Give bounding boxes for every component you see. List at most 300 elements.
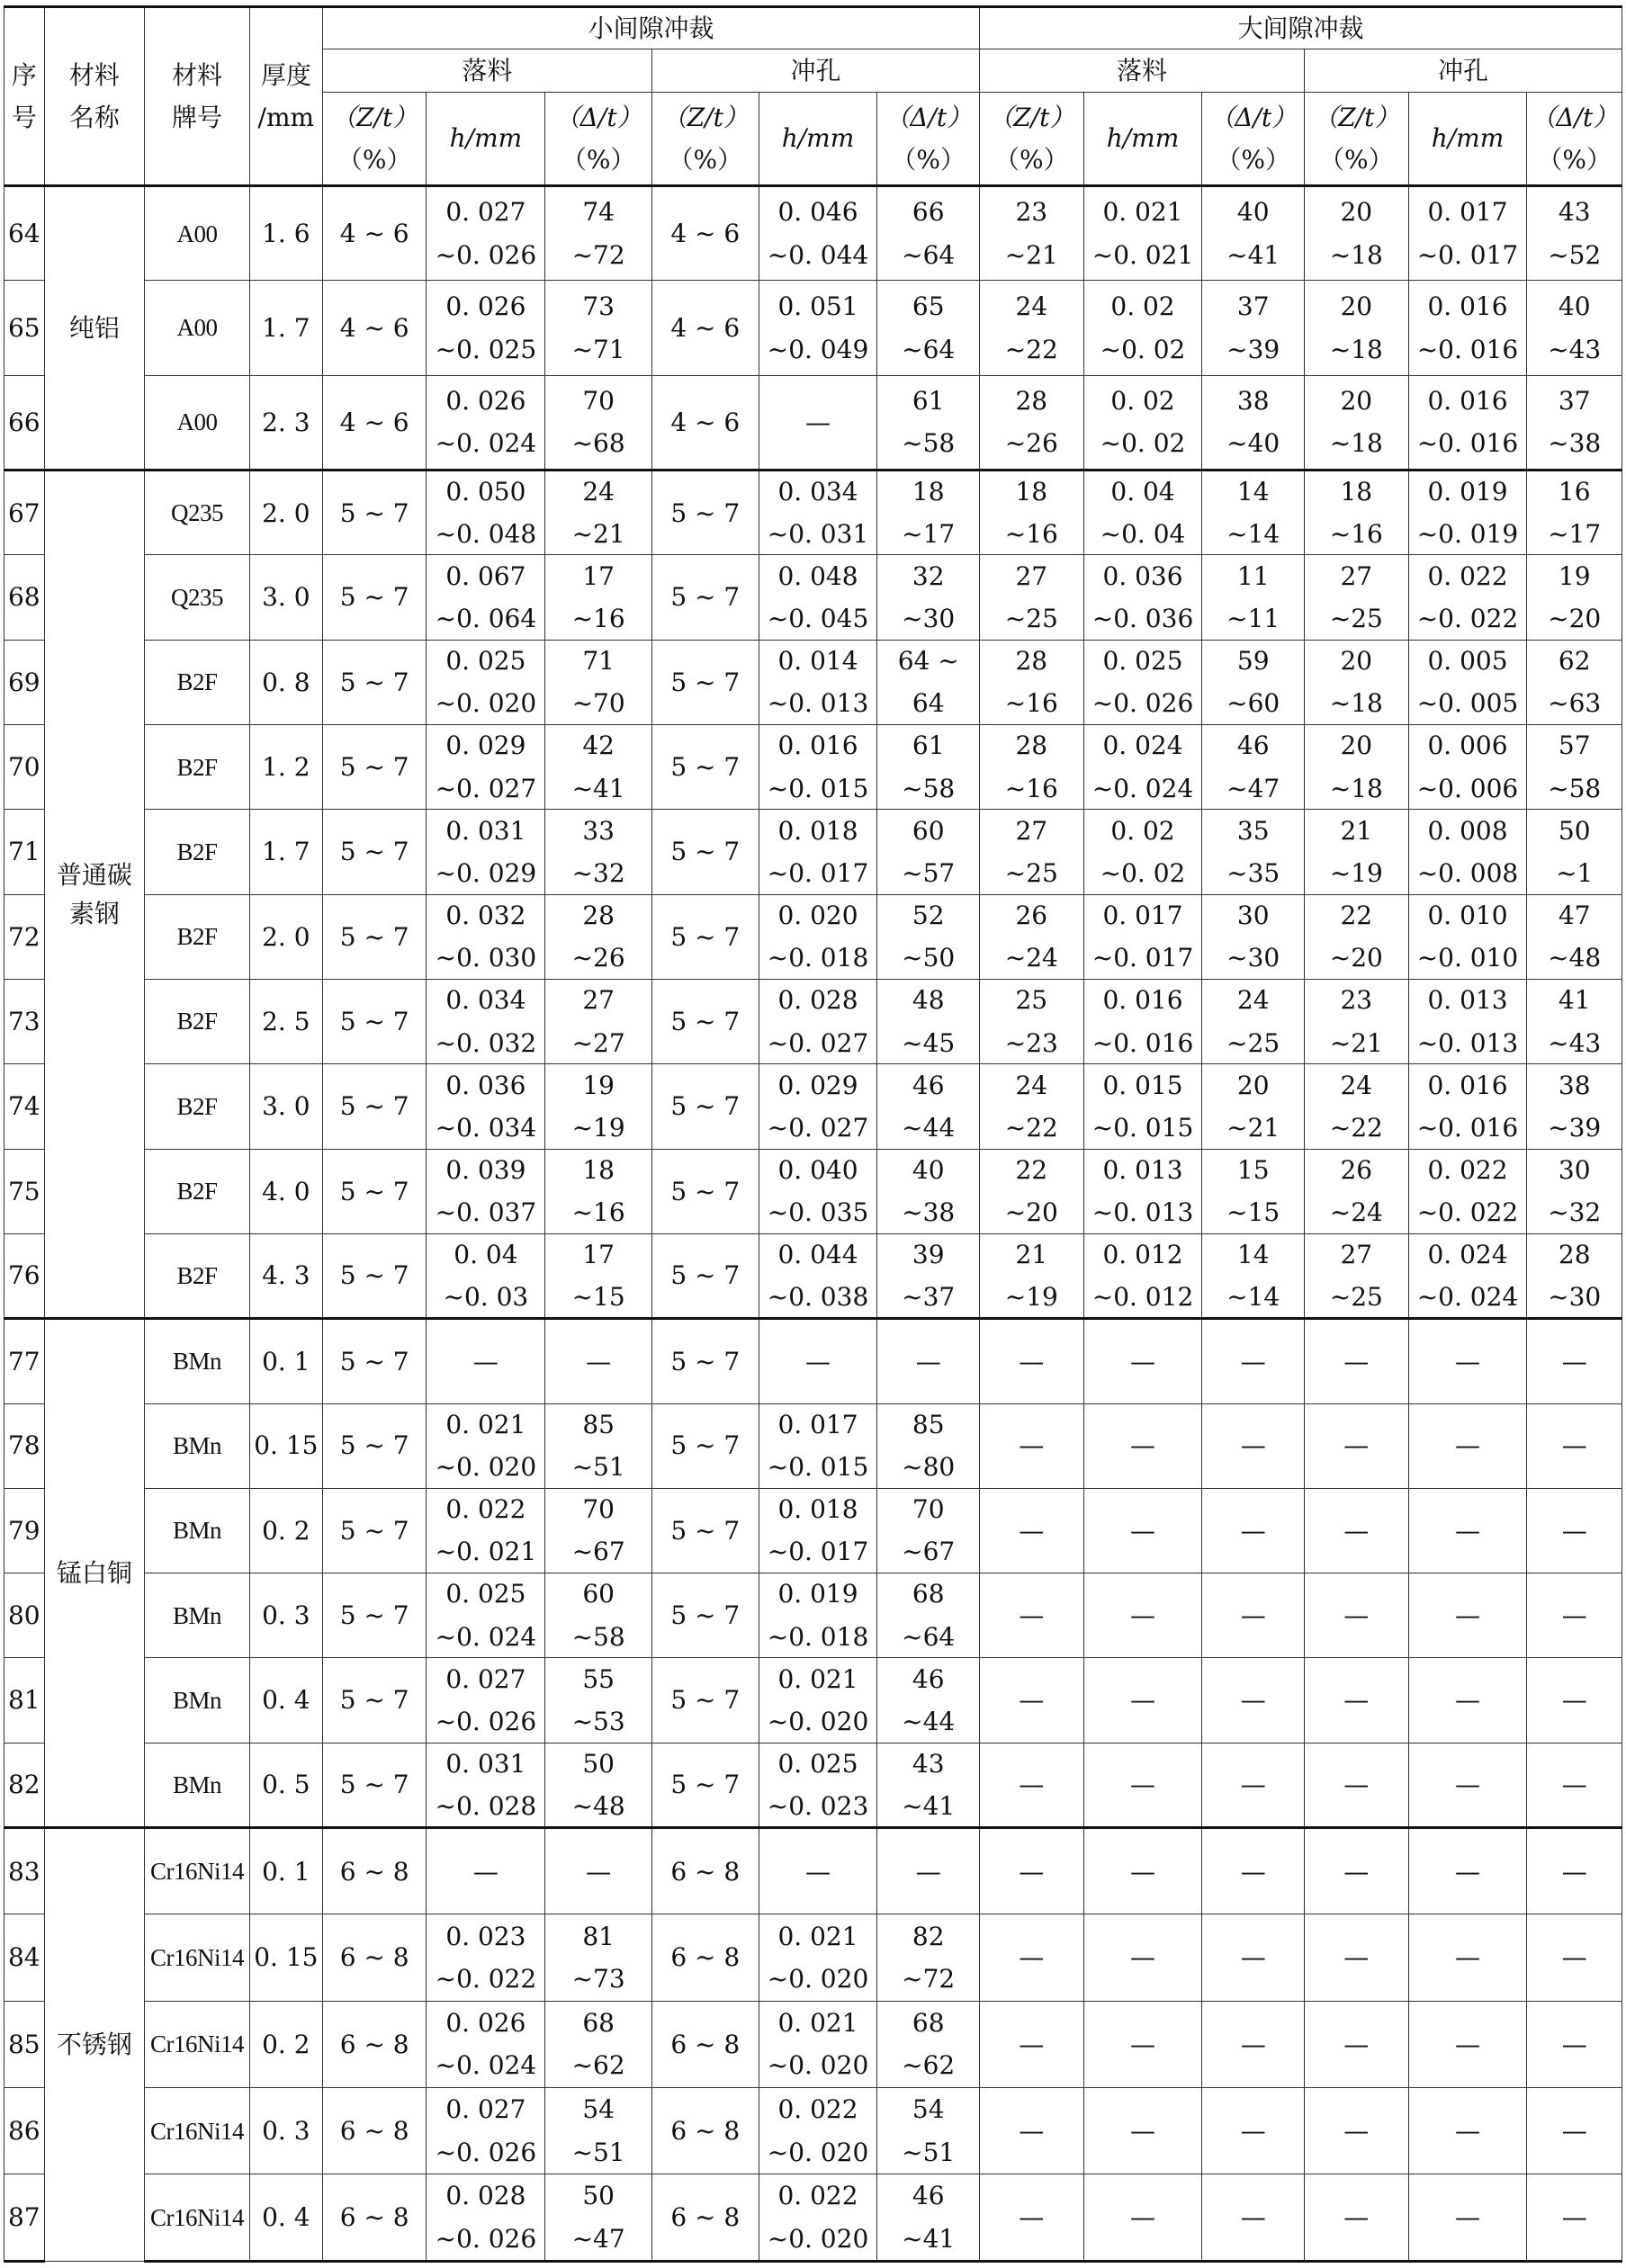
value-cell [545,1914,652,2001]
value-cell [1408,894,1527,979]
cell-line: 23 [1340,985,1373,1016]
cell-line: 46 [912,1663,945,1694]
cell-line: ~16 [1004,519,1058,550]
header-zt: （Z/t） （%） [980,93,1084,186]
thickness-cell: 0. 15 [249,1914,322,2001]
header-delta-t: （Δ/t） （%） [1202,93,1305,186]
cell-line: ~0. 018 [767,1621,869,1652]
cell-line: 0. 034 [777,476,858,506]
cell-line: 42 [582,731,615,761]
value-cell: 6 ~ 8 [322,2088,427,2174]
table-row [4,2001,1622,2087]
value-cell: — [1527,2174,1622,2262]
cell-line: ~47 [1226,773,1280,803]
seq-cell: 75 [4,1149,45,1233]
value-cell: — [1304,2174,1408,2262]
cell-line: 0. 021 [777,1663,858,1694]
table-row [4,281,1622,375]
cell-line: ~0. 015 [1091,1112,1194,1143]
value-cell: — [1408,1573,1527,1658]
cell-line: 27 [582,985,615,1016]
thickness-cell: 3. 0 [249,1064,322,1149]
thickness-cell: 0. 4 [249,1658,322,1743]
cell-line: 25 [1015,985,1048,1016]
cell-line: ~0. 006 [1416,773,1519,803]
table-row [4,640,1622,724]
cell-line: 73 [582,291,615,322]
value-cell [877,640,980,724]
value-cell: — [1408,1743,1527,1827]
cell-line: 85 [912,1409,945,1439]
value-cell [1527,1064,1622,1149]
cell-line: 0. 067 [445,560,526,591]
value-cell [759,1064,877,1149]
table-row [4,186,1622,281]
header-seq: 序 号 [4,7,45,186]
material-name-cell: 锰白铜 [44,1319,145,1828]
cell-line: 0. 051 [777,291,858,322]
seq-cell: 84 [4,1914,45,2001]
table-body [4,186,1622,2262]
value-cell: — [1408,2001,1527,2087]
value-cell: — [1304,1403,1408,1488]
cell-line: ~0. 031 [767,519,869,550]
cell-line: 0. 026 [445,2008,526,2039]
cell-line: 0. 02 [1110,291,1175,322]
seq-cell: 72 [4,894,45,979]
grade-cell: A00 [145,281,250,375]
cell-line: ~18 [1329,688,1383,719]
value-cell [1304,1149,1408,1233]
value-cell: — [1083,1319,1202,1403]
cell-line: ~26 [571,943,625,973]
grade-cell: B2F [145,979,250,1063]
cell-line: 18 [582,1154,615,1185]
cell-line: ~38 [1548,428,1602,459]
cell-line: ~0. 02 [1100,334,1186,364]
grade-cell: B2F [145,1233,250,1318]
cell-line: ~35 [1226,857,1280,888]
value-cell [1304,281,1408,375]
seq-cell: 80 [4,1573,45,1658]
value-cell [545,2001,652,2087]
cell-line: ~18 [1329,239,1383,270]
seq-cell: 81 [4,1658,45,1743]
cell-line: 81 [582,1921,615,1951]
cell-line: ~71 [571,334,625,364]
thickness-cell: 0. 1 [249,1828,322,1914]
value-cell: — [980,2174,1084,2262]
cell-line: ~52 [1548,239,1602,270]
cell-line: ~48 [571,1790,625,1821]
value-cell [545,555,652,640]
value-cell [545,471,652,555]
value-cell [1408,471,1527,555]
value-cell [980,375,1084,470]
cell-line: 24 [1340,1070,1373,1100]
value-cell [427,979,545,1063]
header-large-clearance: 大间隙冲裁 [980,7,1622,49]
header-h: h/mm [1083,93,1202,186]
cell-line: ~24 [1329,1197,1383,1228]
table-row [4,810,1622,894]
cell-line: ~47 [571,2223,625,2254]
cell-line: 0. 013 [1102,1154,1183,1185]
cell-line: ~51 [571,1452,625,1483]
value-cell: — [980,1573,1084,1658]
value-cell: — [1202,2088,1305,2174]
header-material-name: 材料 名称 [44,7,145,186]
thickness-cell: 2. 5 [249,979,322,1063]
seq-cell: 73 [4,979,45,1063]
value-cell: — [1083,2001,1202,2087]
thickness-cell: 1. 7 [249,281,322,375]
cell-line: 0. 006 [1427,731,1508,761]
value-cell [545,1488,652,1573]
table-row [4,1403,1622,1488]
value-cell [1408,1064,1527,1149]
value-cell [877,1149,980,1233]
cell-line: ~39 [1226,334,1280,364]
value-cell: — [877,1828,980,1914]
value-cell [1083,186,1202,281]
value-cell: 5 ~ 7 [322,894,427,979]
cell-line: ~0. 013 [767,688,869,719]
cell-line: ~62 [571,2050,625,2081]
cell-line: ~11 [1226,604,1280,634]
cell-line: ~0. 024 [435,428,537,459]
value-cell: — [1408,1828,1527,1914]
value-cell: — [1527,1403,1622,1488]
cell-line: 21 [1015,1239,1048,1269]
value-cell [1527,555,1622,640]
cell-line: ~0. 020 [767,2050,869,2081]
cell-line: 0. 028 [445,2181,526,2211]
cell-line: 0. 031 [445,1748,526,1779]
value-cell [545,1233,652,1318]
seq-cell: 87 [4,2174,45,2262]
seq-cell: 68 [4,555,45,640]
cell-line: 0. 016 [1102,985,1183,1016]
cell-line: 28 [1015,646,1048,676]
cell-line: ~0. 020 [767,1964,869,1995]
value-cell [545,281,652,375]
cell-line: 28 [582,900,615,930]
value-cell [1083,1233,1202,1318]
cell-line: 64 ~ [897,646,959,676]
cell-line: ~17 [902,519,956,550]
seq-cell: 64 [4,186,45,281]
value-cell: — [1083,1828,1202,1914]
cell-line: ~0. 024 [1416,1282,1519,1313]
cell-line: 0. 044 [777,1239,858,1269]
value-cell [1408,810,1527,894]
cell-line: 0. 025 [1102,646,1183,676]
value-cell [1527,979,1622,1063]
cell-line: 20 [1340,197,1373,228]
value-cell: — [1202,1403,1305,1488]
value-cell [545,1743,652,1827]
cell-line: ~0. 032 [435,1027,537,1058]
cell-line: ~0. 017 [1416,239,1519,270]
cell-line: ~30 [1226,943,1280,973]
table-row [4,2088,1622,2174]
value-cell: — [1083,1573,1202,1658]
cell-line: 71 [582,646,615,676]
value-cell: — [1304,2001,1408,2087]
value-cell: — [1408,1488,1527,1573]
cell-line: 40 [1558,291,1591,322]
value-cell [427,2174,545,2262]
value-cell: — [980,1488,1084,1573]
seq-cell: 65 [4,281,45,375]
cell-line: ~70 [571,688,625,719]
cell-line: ~64 [902,239,956,270]
value-cell [1304,725,1408,810]
cell-line: 24 [1015,1070,1048,1100]
value-cell: 5 ~ 7 [651,1319,759,1403]
cell-line: 0. 048 [777,560,858,591]
cell-line: ~0. 020 [767,2223,869,2254]
value-cell [877,281,980,375]
cell-line: 66 [912,197,945,228]
value-cell [1408,1233,1527,1318]
value-cell [545,894,652,979]
cell-line: ~0. 008 [1416,857,1519,888]
value-cell [427,555,545,640]
cell-line: 14 [1236,1239,1270,1269]
value-cell: — [1202,1488,1305,1573]
grade-cell: BMn [145,1488,250,1573]
cell-line: ~57 [902,857,956,888]
value-cell [877,1573,980,1658]
value-cell: 5 ~ 7 [651,810,759,894]
cell-line: 41 [1558,985,1591,1016]
table-row [4,979,1622,1063]
value-cell [1083,1064,1202,1149]
cell-line: 28 [1015,731,1048,761]
seq-cell: 77 [4,1319,45,1403]
thickness-cell: 4. 3 [249,1233,322,1318]
cell-line: ~0. 022 [1416,1197,1519,1228]
value-cell [1083,281,1202,375]
value-cell: 5 ~ 7 [322,555,427,640]
value-cell [759,2088,877,2174]
value-cell [877,471,980,555]
cell-line: ~30 [902,604,956,634]
cell-line: 0. 014 [777,646,858,676]
cell-line: 50 [582,2181,615,2211]
cell-line: ~60 [1226,688,1280,719]
value-cell [980,894,1084,979]
value-cell [1083,1149,1202,1233]
value-cell: 4 ~ 6 [651,375,759,470]
cell-line: ~0. 019 [1416,519,1519,550]
value-cell: — [1202,2001,1305,2087]
cell-line: ~22 [1004,1112,1058,1143]
value-cell [759,186,877,281]
cell-line: ~0. 044 [767,239,869,270]
value-cell [1202,810,1305,894]
table-row [4,1064,1622,1149]
cell-line: 26 [1340,1154,1373,1185]
value-cell [759,894,877,979]
value-cell [1083,810,1202,894]
value-cell: — [1083,1743,1202,1827]
cell-line: ~0. 049 [767,334,869,364]
cell-line: 68 [912,2008,945,2039]
cell-line: ~22 [1004,334,1058,364]
cell-line: ~0. 034 [435,1112,537,1143]
cell-line: 0. 023 [445,1921,526,1951]
value-cell: 5 ~ 7 [651,555,759,640]
thickness-cell: 1. 2 [249,725,322,810]
value-cell [1408,640,1527,724]
cell-line: ~25 [1329,604,1383,634]
cell-line: ~58 [1548,773,1602,803]
value-cell: — [1408,1658,1527,1743]
cell-line: 68 [912,1579,945,1609]
value-cell [1408,1149,1527,1233]
value-cell [980,640,1084,724]
value-cell [1527,186,1622,281]
cell-line: 19 [582,1070,615,1100]
value-cell [1304,1233,1408,1318]
grade-cell: Q235 [145,555,250,640]
seq-cell: 83 [4,1828,45,1914]
cell-line: ~48 [1548,943,1602,973]
value-cell [877,1403,980,1488]
value-cell [759,281,877,375]
value-cell [427,1403,545,1488]
cell-line: 52 [912,900,945,930]
cell-line: 23 [1015,197,1048,228]
thickness-cell: 0. 3 [249,2088,322,2174]
cell-line: ~67 [571,1537,625,1567]
cell-line: ~0. 024 [435,2050,537,2081]
value-cell [1408,281,1527,375]
cell-line: ~25 [1004,604,1058,634]
value-cell: — [1083,2174,1202,2262]
cell-line: 70 [582,386,615,417]
value-cell [545,979,652,1063]
value-cell: — [1304,1914,1408,2001]
cell-line: ~20 [1004,1197,1058,1228]
cell-line: 19 [1558,560,1591,591]
cell-line: ~25 [1226,1027,1280,1058]
cell-line: 30 [1558,1154,1591,1185]
cell-line: ~0. 02 [1100,857,1186,888]
value-cell: 6 ~ 8 [651,1914,759,2001]
grade-cell: BMn [145,1403,250,1488]
cell-line: ~64 [902,1621,956,1652]
value-cell: — [1304,1488,1408,1573]
table-row [4,1319,1622,1403]
header-material-grade: 材料 牌号 [145,7,250,186]
cell-line: 0. 022 [445,1494,526,1525]
cell-line: 0. 016 [777,731,858,761]
value-cell [427,1149,545,1233]
value-cell: — [1408,2174,1527,2262]
value-cell [1083,725,1202,810]
cell-line: 0. 013 [1427,985,1508,1016]
grade-cell: BMn [145,1658,250,1743]
cell-line: ~0. 020 [767,2137,869,2167]
cell-line: 0. 025 [777,1748,858,1779]
cell-line: ~0. 045 [767,604,869,634]
value-cell: — [1408,1403,1527,1488]
value-cell [1527,1233,1622,1318]
value-cell [1304,640,1408,724]
cell-line: 24 [1236,985,1270,1016]
value-cell [1083,979,1202,1063]
value-cell: 5 ~ 7 [651,894,759,979]
value-cell: — [1083,1658,1202,1743]
cell-line: ~67 [902,1537,956,1567]
header-small-punching: 冲孔 [651,49,979,93]
cell-line: ~0. 024 [435,1621,537,1652]
value-cell [427,810,545,894]
value-cell: 5 ~ 7 [651,1573,759,1658]
cell-line: ~24 [1004,943,1058,973]
cell-line: 0. 036 [1102,560,1183,591]
value-cell [1304,555,1408,640]
cell-line: ~14 [1226,1282,1280,1313]
value-cell [877,375,980,470]
cell-line: ~0. 028 [435,1790,537,1821]
value-cell [877,2001,980,2087]
header-delta-t: （Δ/t） （%） [1527,93,1622,186]
cell-line: 22 [1015,1154,1048,1185]
cell-line: 60 [912,815,945,846]
cell-line: ~20 [1548,604,1602,634]
value-cell: — [1408,1319,1527,1403]
cell-line: ~41 [902,2223,956,2254]
cell-line: 0. 027 [445,2094,526,2125]
cell-line: ~15 [571,1282,625,1313]
value-cell: — [1527,1488,1622,1573]
cell-line: ~41 [1226,239,1280,270]
value-cell: — [1527,2001,1622,2087]
value-cell [1202,1149,1305,1233]
cell-line: ~0. 017 [1091,943,1194,973]
cell-line: ~0. 013 [1091,1197,1194,1228]
cell-line: 0. 022 [777,2181,858,2211]
cell-line: 74 [582,197,615,228]
cell-line: 17 [582,560,615,591]
cell-line: ~64 [902,334,956,364]
header-large-punching: 冲孔 [1304,49,1622,93]
value-cell [759,471,877,555]
value-cell: — [759,375,877,470]
cell-line: ~0. 026 [435,2223,537,2254]
cell-line: ~0. 020 [435,1452,537,1483]
grade-cell: B2F [145,1064,250,1149]
cell-line: 20 [1340,386,1373,417]
value-cell [427,725,545,810]
value-cell: — [1527,1319,1622,1403]
value-cell [980,1233,1084,1318]
cell-line: 0. 025 [445,1579,526,1609]
cell-line: ~21 [1329,1027,1383,1058]
cell-line: 0. 024 [1102,731,1183,761]
cell-line: 0. 022 [1427,1154,1508,1185]
value-cell [1527,281,1622,375]
cell-line: 0. 034 [445,985,526,1016]
value-cell [980,725,1084,810]
value-cell [877,186,980,281]
value-cell: 5 ~ 7 [322,1488,427,1573]
